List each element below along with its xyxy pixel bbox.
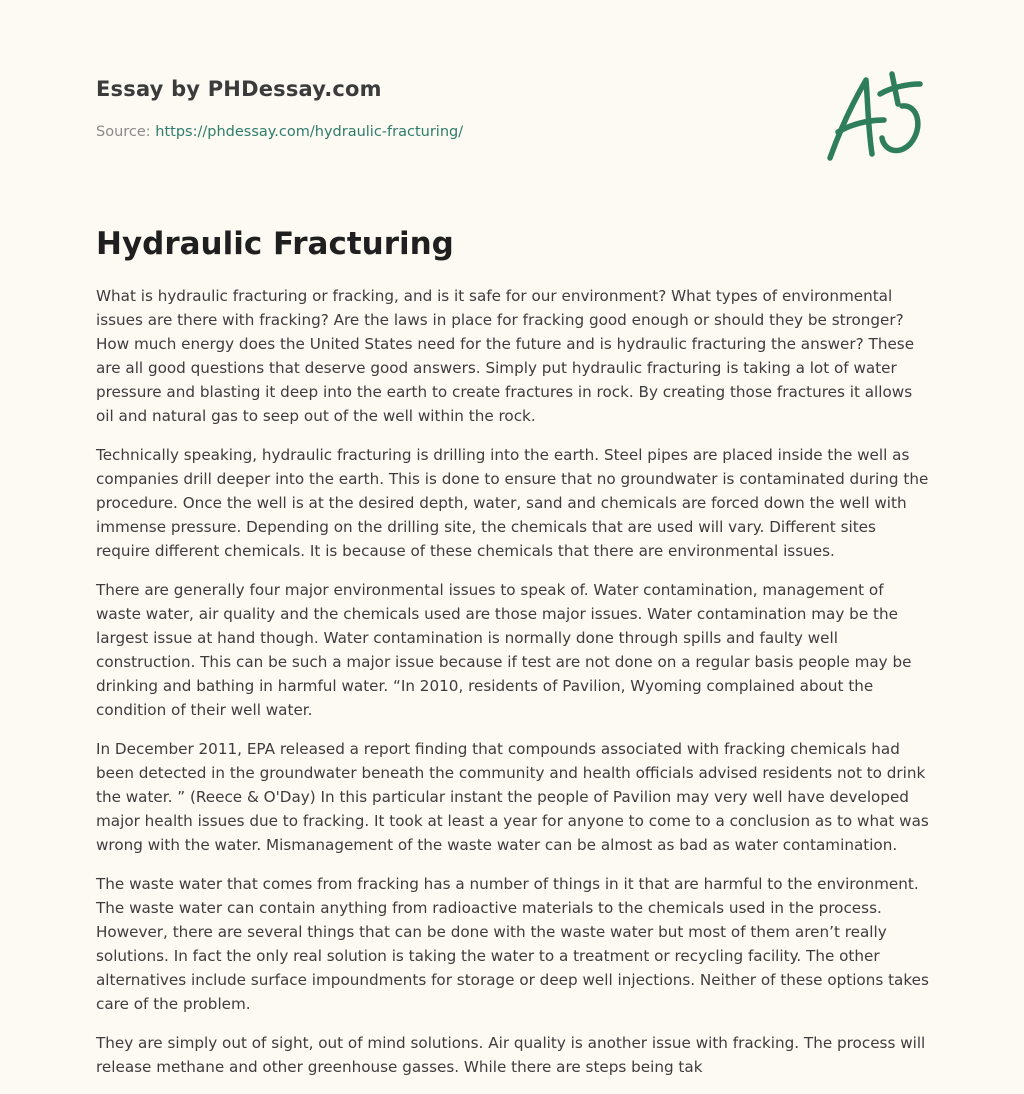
paragraph: There are generally four major environmental issues to speak of. Water contamination, management of waste water, air quality and the chemicals used are those major issues. Water contamination may be the largest issue at hand though. Water contamination is normally done through spills and faulty well construction. This can be such a major issue because if test are not done on a regular basis people may be drinking and bathing in harmful water. “In 2010, residents of Pavilion, Wyoming complained about the condition of their well water. <box>96 581 912 719</box>
paragraph: The waste water that comes from fracking has a number of things in it that are harmful to the environment. The waste water can contain anything from radioactive materials to the chemicals used in the process. However, there are several things that can be done with the waste water but most of them aren’t really solutions. In fact the only real solution is taking the water to a treatment or recycling facility. The other alternatives include surface impoundments for storage or deep well injections. Neither of these options takes care of the problem. <box>96 875 929 1013</box>
a-plus-logo-icon <box>818 64 930 168</box>
paragraph: They are simply out of sight, out of mind solutions. Air quality is another issue with fracking. The process will release methane and other greenhouse gasses. While there are steps being tak <box>96 1034 926 1076</box>
source-line <box>96 124 463 140</box>
essay-title: Hydraulic Fracturing <box>96 226 454 262</box>
paragraph: Technically speaking, hydraulic fracturing is drilling into the earth. Steel pipes are placed inside the well as companies drill deeper into the earth. This is done to ensure that no groundwater is contaminated during the procedure. Once the well is at the desired depth, water, sand and chemicals are forced down the well with immense pressure. Depending on the drilling site, the chemicals that are used will vary. Different sites require different chemicals. It is because of these chemicals that there are environmental issues. <box>96 446 929 560</box>
source-label: Source: <box>96 124 156 140</box>
paragraph: What is hydraulic fracturing or fracking, and is it safe for our environment? What types of environmental issues are there with fracking? Are the laws in place for fracking good enough or should they be stronger? How much energy does the United States need for the future and is hydraulic fracturing the answer? These are all good questions that deserve good answers. Simply put hydraulic fracturing is taking a lot of water pressure and blasting it deep into the earth to create fractures in rock. By creating those fractures it allows oil and natural gas to seep out of the well within the rock. <box>96 287 915 425</box>
essay-body <box>96 284 930 1094</box>
source-link[interactable]: https://phdessay.com/hydraulic-fracturing/ <box>155 124 464 140</box>
site-brand: Essay by PHDessay.com <box>96 77 382 101</box>
paragraph: In December 2011, EPA released a report finding that compounds associated with fracking chemicals had been detected in the groundwater beneath the community and health officials advised residents not to drink the water. ” (Reece & O'Day) In this particular instant the people of Pavilion may very well have developed major health issues due to fracking. It took at least a year for anyone to come to a conclusion as to what was wrong with the water. Mismanagement of the waste water can be almost as bad as water contamination. <box>96 740 929 854</box>
